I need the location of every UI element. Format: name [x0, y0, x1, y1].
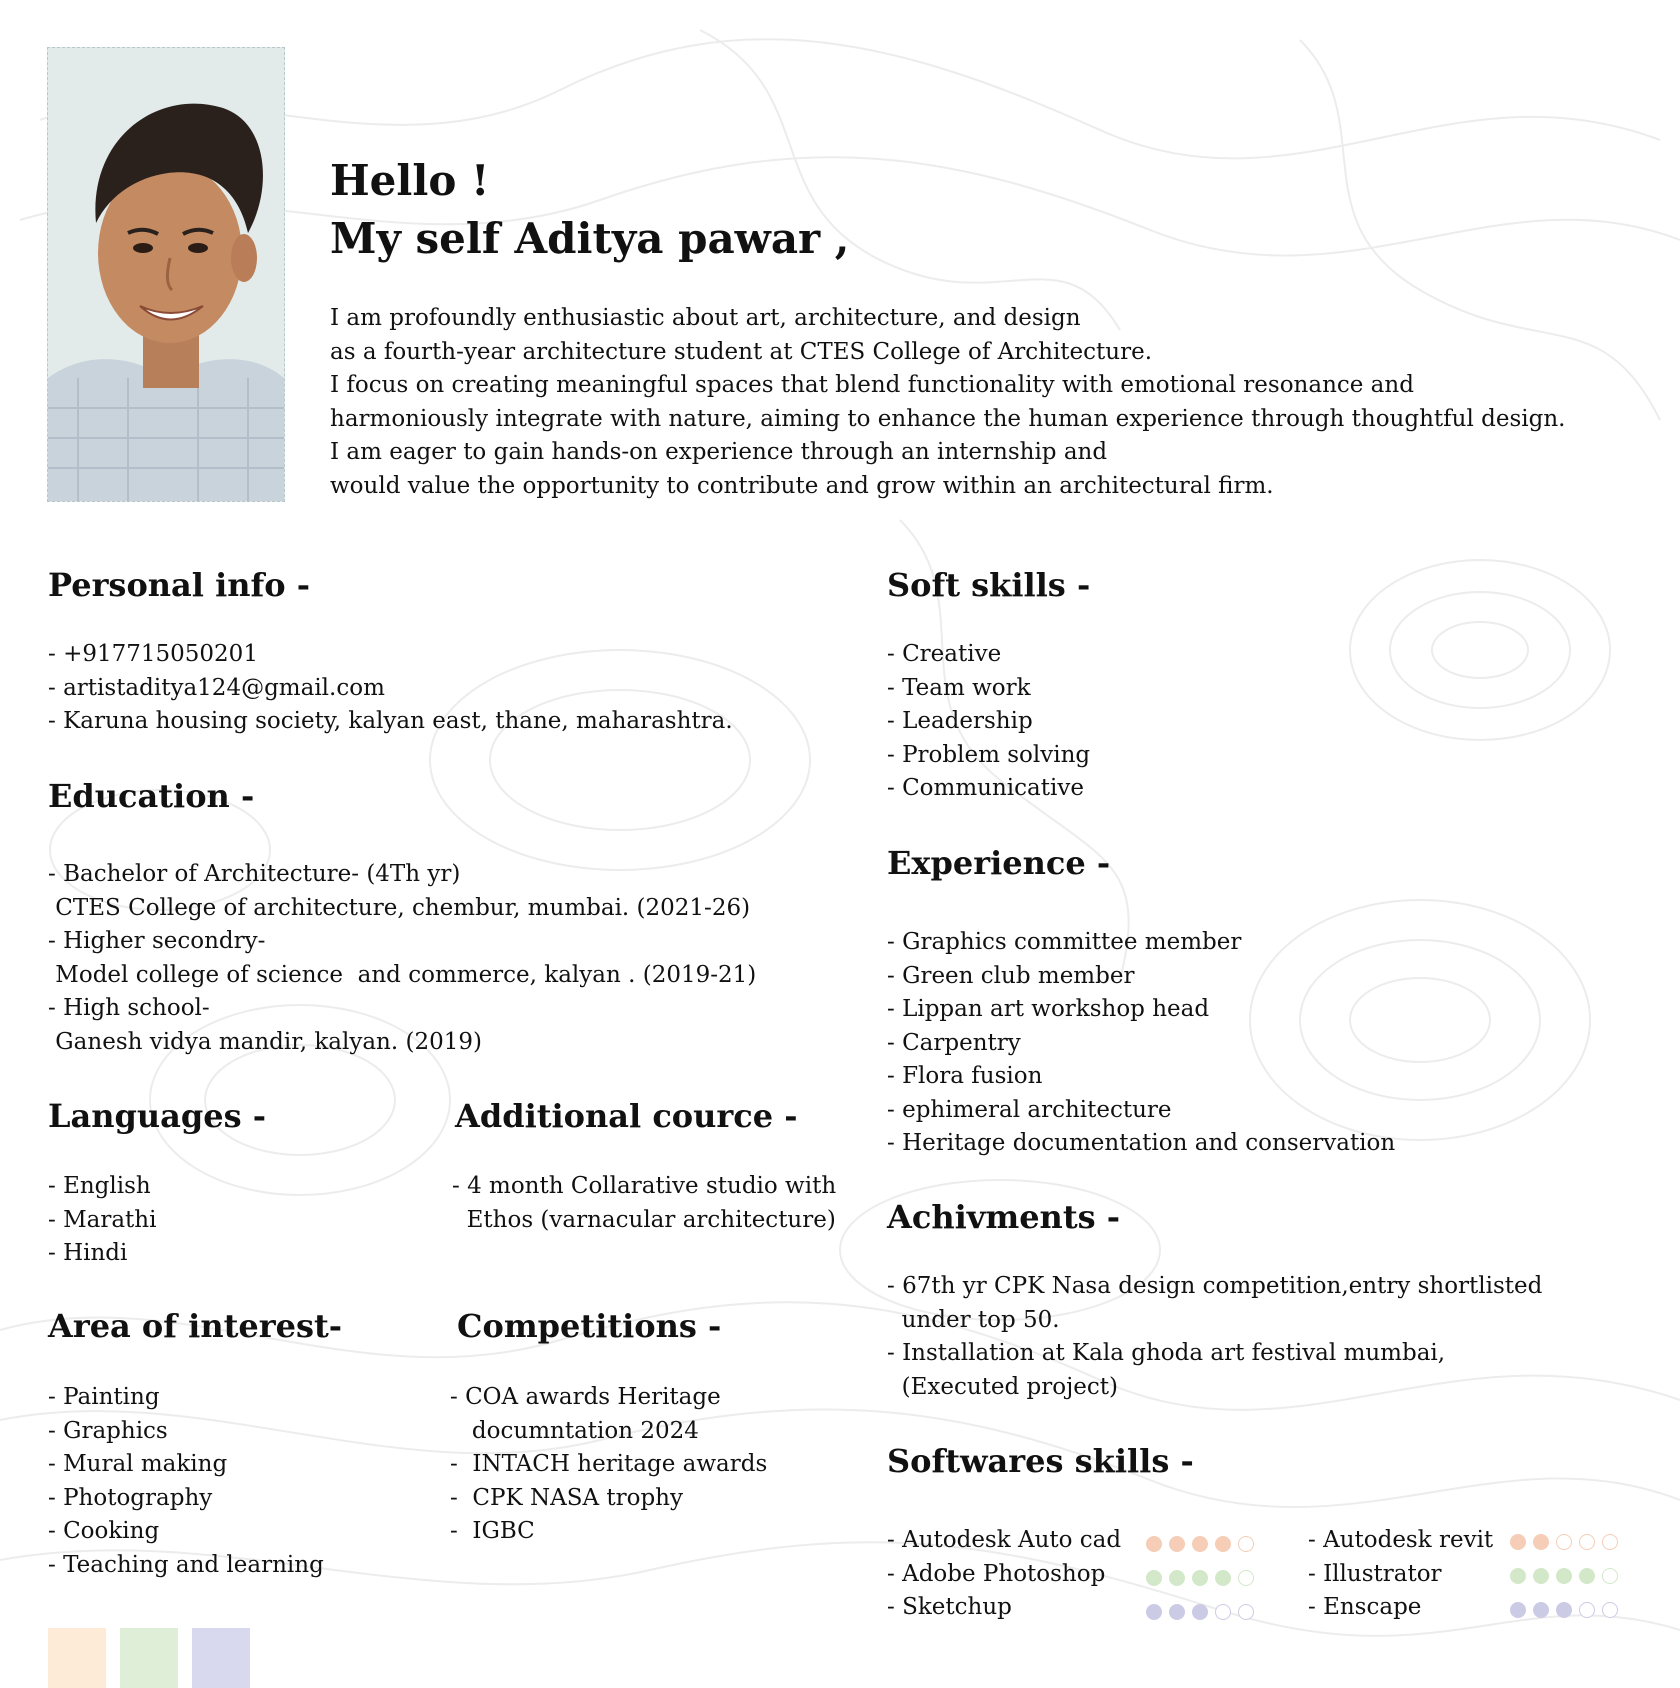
intro-line: as a fourth-year architecture student at CTES College of Architecture. — [330, 338, 1153, 365]
rating-dot-filled — [1533, 1568, 1549, 1584]
intro-line: harmoniously integrate with nature, aiming to enhance the human experience through thoughtful design. — [330, 405, 1566, 432]
list-item: - English — [48, 1173, 151, 1199]
list-item: - IGBC — [450, 1518, 535, 1544]
skill-rating-dots — [1146, 1570, 1254, 1586]
soft-skills-heading: Soft skills - — [887, 566, 1091, 604]
rating-dot-filled — [1215, 1536, 1231, 1552]
rating-dot-filled — [1556, 1568, 1572, 1584]
intro-line: I am eager to gain hands-on experience through an internship and — [330, 439, 1108, 465]
list-item: (Executed project) — [887, 1373, 1118, 1400]
list-item: - Creative — [887, 641, 1002, 667]
rating-dot-filled — [1169, 1536, 1185, 1552]
rating-dot-filled — [1169, 1570, 1185, 1586]
software-skills-right-list — [1308, 1524, 1493, 1625]
rating-dot-empty — [1238, 1570, 1254, 1586]
software-item — [887, 1524, 1121, 1558]
list-item: - Marathi — [48, 1206, 157, 1233]
rating-dot-filled — [1215, 1570, 1231, 1586]
list-item: - COA awards Heritage — [450, 1384, 721, 1410]
rating-dot-filled — [1192, 1536, 1208, 1552]
software-skills-heading: Softwares skills - — [887, 1442, 1194, 1480]
education-heading: Education - — [48, 777, 255, 815]
rating-dot-filled — [1192, 1604, 1208, 1620]
area-of-interest-heading: Area of interest- — [48, 1307, 343, 1345]
palette-swatch-peach — [48, 1628, 106, 1688]
list-item: - Problem solving — [887, 741, 1091, 768]
software-name: - Adobe Photoshop — [887, 1560, 1106, 1587]
intro-line: I am profoundly enthusiastic about art, architecture, and design — [330, 305, 1081, 331]
rating-dot-filled — [1533, 1534, 1549, 1550]
education-list — [48, 858, 756, 1059]
profile-photo — [47, 47, 285, 502]
rating-dot-empty — [1579, 1534, 1595, 1550]
list-item: - Flora fusion — [887, 1063, 1043, 1089]
phone-number: - +917715050201 — [48, 641, 258, 667]
rating-dot-empty — [1215, 1604, 1231, 1620]
list-item: under top 50. — [887, 1306, 1060, 1333]
languages-heading: Languages - — [48, 1097, 267, 1135]
list-item: - Hindi — [48, 1240, 128, 1266]
rating-dot-empty — [1602, 1602, 1618, 1618]
software-name: - Sketchup — [887, 1594, 1012, 1620]
list-item: - CPK NASA trophy — [450, 1484, 683, 1511]
rating-dot-filled — [1510, 1534, 1526, 1550]
list-item: - Carpentry — [887, 1029, 1021, 1056]
competitions-heading: Competitions - — [457, 1307, 722, 1345]
software-item — [887, 1558, 1121, 1592]
list-item: - ephimeral architecture — [887, 1096, 1172, 1123]
list-item: - 67th yr CPK Nasa design competition,entry shortlisted — [887, 1273, 1543, 1299]
list-item: - Lippan art workshop head — [887, 996, 1210, 1022]
list-item: - High school- — [48, 995, 210, 1021]
greeting-heading — [330, 152, 849, 268]
rating-dot-empty — [1238, 1536, 1254, 1552]
achievements-heading: Achivments - — [887, 1198, 1121, 1236]
rating-dot-filled — [1146, 1536, 1162, 1552]
rating-dot-filled — [1146, 1570, 1162, 1586]
personal-info-heading: Personal info - — [48, 566, 311, 604]
list-item: - Leadership — [887, 708, 1033, 734]
skill-rating-dots — [1146, 1536, 1254, 1552]
software-name: - Illustrator — [1308, 1560, 1442, 1587]
software-name: - Enscape — [1308, 1594, 1422, 1620]
list-item: - Team work — [887, 674, 1031, 701]
list-item: - Painting — [48, 1384, 160, 1410]
achievements-list — [887, 1270, 1542, 1404]
greeting-name: My self Aditya pawar , — [330, 214, 850, 263]
intro-line: would value the opportunity to contribute and grow within an architectural firm. — [330, 472, 1274, 499]
palette-swatch-lavender — [192, 1628, 250, 1688]
list-item: - Mural making — [48, 1451, 228, 1477]
rating-dot-empty — [1556, 1534, 1572, 1550]
software-item — [1308, 1558, 1493, 1592]
rating-dot-filled — [1556, 1602, 1572, 1618]
email-address: - artistaditya124@gmail.com — [48, 674, 385, 701]
list-item: - Heritage documentation and conservation — [887, 1130, 1396, 1156]
languages-list — [48, 1170, 156, 1271]
list-item: - Cooking — [48, 1518, 160, 1544]
skill-rating-dots — [1510, 1534, 1618, 1550]
rating-dot-empty — [1238, 1604, 1254, 1620]
rating-dot-filled — [1579, 1568, 1595, 1584]
software-item — [1308, 1524, 1493, 1558]
list-item: - Communicative — [887, 775, 1084, 801]
software-item — [1308, 1591, 1493, 1625]
list-item: - Higher secondry- — [48, 928, 266, 954]
experience-list — [887, 926, 1395, 1161]
list-item: - Green club member — [887, 962, 1135, 989]
rating-dot-filled — [1533, 1602, 1549, 1618]
rating-dot-empty — [1602, 1534, 1618, 1550]
additional-course-list — [452, 1170, 836, 1237]
list-item: - Bachelor of Architecture- (4Th yr) — [48, 861, 461, 887]
rating-dot-empty — [1602, 1568, 1618, 1584]
intro-line: I focus on creating meaningful spaces that blend functionality with emotional resonance and — [330, 372, 1414, 398]
software-name: - Autodesk revit — [1308, 1527, 1494, 1553]
greeting-hello: Hello ! — [330, 156, 490, 205]
rating-dot-filled — [1169, 1604, 1185, 1620]
software-name: - Autodesk Auto cad — [887, 1527, 1122, 1553]
skill-rating-dots — [1146, 1604, 1254, 1620]
list-item: - Photography — [48, 1484, 213, 1511]
rating-dot-filled — [1192, 1570, 1208, 1586]
additional-course-heading: Additional cource - — [455, 1097, 798, 1135]
list-item: Model college of science and commerce, kalyan . (2019-21) — [48, 961, 757, 988]
personal-info-list — [48, 638, 733, 739]
list-item: - Teaching and learning — [48, 1551, 324, 1578]
list-item: - 4 month Collarative studio with — [452, 1173, 837, 1199]
skill-rating-dots — [1510, 1602, 1618, 1618]
list-item: - Graphics — [48, 1417, 168, 1444]
list-item: - Graphics committee member — [887, 929, 1242, 955]
rating-dot-empty — [1579, 1602, 1595, 1618]
software-item — [887, 1591, 1121, 1625]
rating-dot-filled — [1146, 1604, 1162, 1620]
rating-dot-filled — [1510, 1602, 1526, 1618]
competitions-list — [450, 1381, 767, 1549]
soft-skills-list — [887, 638, 1090, 806]
rating-dot-filled — [1510, 1568, 1526, 1584]
skill-rating-dots — [1510, 1568, 1618, 1584]
software-skills-left-list — [887, 1524, 1121, 1625]
area-of-interest-list — [48, 1381, 324, 1582]
experience-heading: Experience - — [887, 844, 1111, 882]
list-item: - Installation at Kala ghoda art festival mumbai, — [887, 1340, 1446, 1366]
list-item: - INTACH heritage awards — [450, 1451, 768, 1477]
intro-paragraph — [330, 302, 1566, 503]
list-item: Ganesh vidya mandir, kalyan. (2019) — [48, 1028, 482, 1055]
list-item: CTES College of architecture, chembur, mumbai. (2021-26) — [48, 894, 751, 921]
palette-swatch-green — [120, 1628, 178, 1688]
list-item: documntation 2024 — [450, 1417, 699, 1444]
home-address: - Karuna housing society, kalyan east, thane, maharashtra. — [48, 708, 733, 734]
list-item: Ethos (varnacular architecture) — [452, 1206, 836, 1233]
